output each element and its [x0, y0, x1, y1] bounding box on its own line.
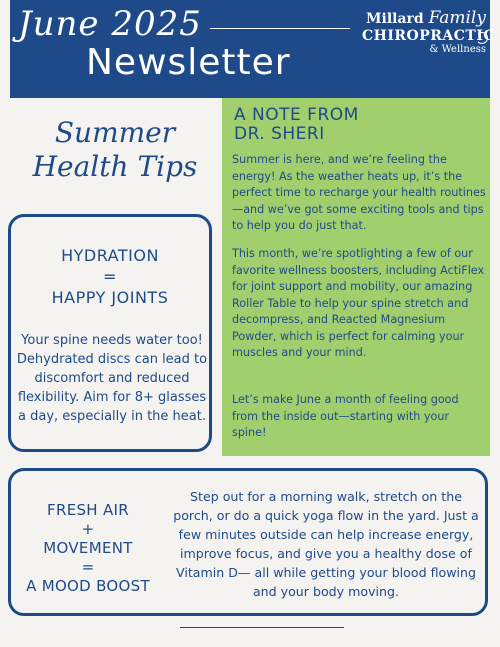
- newsletter-header: [10, 0, 496, 98]
- hydration-title-line-2: =: [103, 267, 117, 286]
- logo-family: Family: [428, 8, 486, 28]
- fresh-air-title-line-4: =: [81, 558, 95, 576]
- logo-line-1: [362, 8, 490, 28]
- note-from-doctor: [222, 98, 490, 456]
- summer-heading-line-1: Summer: [54, 116, 176, 149]
- newsletter-title: Newsletter: [86, 42, 291, 83]
- hydration-card: [8, 214, 212, 452]
- fresh-air-title-line-3: MOVEMENT: [43, 539, 133, 557]
- note-paragraph-1: Summer is here, and we’re feeling the energy! As the weather heats up, it’s the perfect time to recharge your health routines—and we’ve got some exciting tools and tips to help you do just that.: [232, 153, 486, 232]
- fresh-air-title-line-1: FRESH AIR: [47, 501, 129, 519]
- note-title-line-2: DR. SHERI: [234, 124, 325, 144]
- fresh-air-title: [13, 501, 163, 596]
- hydration-title-line-1: HYDRATION: [61, 246, 159, 265]
- footer-divider: [180, 627, 344, 628]
- logo-chiropractic: CHIROPRACTIC: [362, 28, 496, 44]
- issue-month: June 2025: [18, 4, 202, 44]
- header-divider: [210, 28, 350, 29]
- hydration-title-line-3: HAPPY JOINTS: [51, 288, 169, 307]
- logo-wellness: & Wellness: [429, 44, 486, 55]
- summer-heading-line-2: Health Tips: [32, 150, 198, 183]
- logo-swirl-icon: [476, 32, 488, 44]
- hydration-title: [11, 245, 209, 308]
- note-title: [234, 106, 474, 144]
- fresh-air-title-line-5: A MOOD BOOST: [26, 577, 150, 595]
- fresh-air-title-line-2: +: [81, 520, 95, 538]
- hydration-body: Your spine needs water too! Dehydrated discs can lead to discomfort and reduced flexibility. Aim for 8+ glasses a day, especially in the heat.: [16, 333, 208, 424]
- summer-health-tips-heading: [30, 116, 200, 184]
- fresh-air-body: Step out for a morning walk, stretch on the porch, or do a quick yoga flow in the yard. Just a few minutes outside can help increase energy, improve focus, and give you a healthy dose of Vitamin D— all while getting your blood flowing and your body moving.: [173, 489, 479, 599]
- logo-millard: Millard: [366, 11, 424, 27]
- practice-logo: [362, 8, 496, 55]
- note-title-line-1: A NOTE FROM: [234, 105, 359, 125]
- note-paragraph-3: Let’s make June a month of feeling good from the inside out—starting with your spine!: [232, 393, 459, 439]
- note-paragraph-2: This month, we’re spotlighting a few of our favorite wellness boosters, including ActiFlex for joint support and mobility, our amazing Roller Table to help your spine stretch and decompress, and Reacted Magnesium Powder, which is perfect for calming your muscles and your mind.: [232, 247, 485, 359]
- fresh-air-card: [8, 468, 488, 616]
